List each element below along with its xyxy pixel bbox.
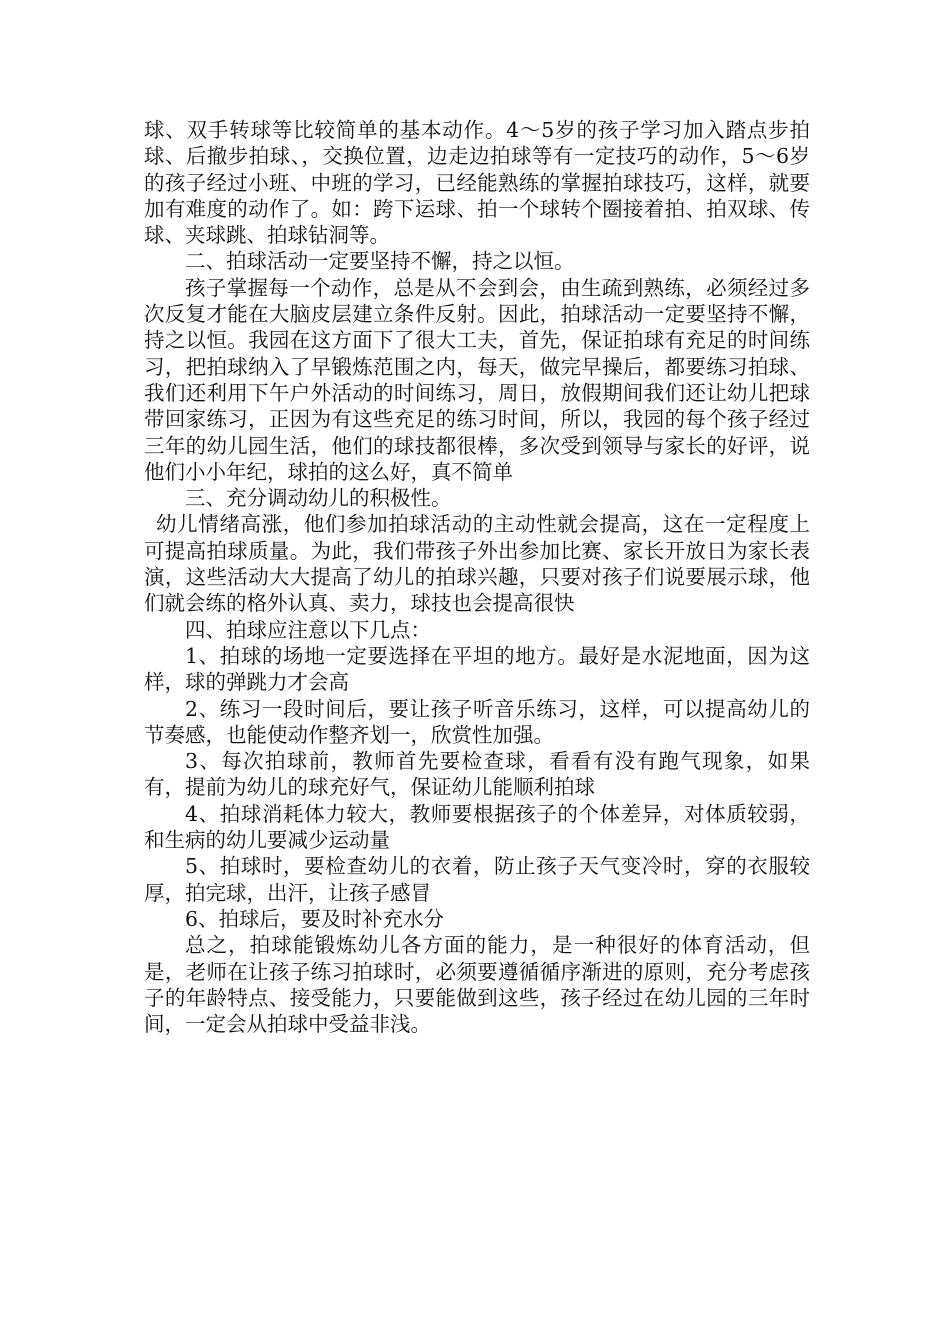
note-item-1: 1、拍球的场地一定要选择在平坦的地方。最好是水泥地面，因为这样，球的弹跳力才会高 — [144, 643, 810, 695]
heading-persistence: 二、拍球活动一定要坚持不懈，持之以恒。 — [185, 249, 575, 274]
paragraph-continued-basic-actions: 球、双手转球等比较简单的基本动作。4～5岁的孩子学习加入踏点步拍球、后撤步拍球、，交换位置，边走边拍球等有一定技巧的动作，5～6岁的孩子经过小班、中班的学习，已经能熟练的掌握拍球技巧，这样，就要加有难度的动作了。如：跨下运球、拍一个球转个圈接着拍、拍双球、传球、夹球跳、拍球钻洞等。 — [144, 118, 810, 248]
paragraph-persistence: 孩子掌握每一个动作，总是从不会到会，由生疏到熟练，必须经过多次反复才能在大脑皮层建立条件反射。因此，拍球活动一定要坚持不懈，持之以恒。我园在这方面下了很大工夫，首先，保证拍球有充足的时间练习，把拍球纳入了早锻炼范围之内，每天，做完早操后，都要练习拍球、我们还利用下午户外活动的时间练习，周日，放假期间我们还让幼儿把球带回家练习，正因为有这些充足的练习时间，所以，我园的每个孩子经过三年的幼儿园生活，他们的球技都很棒，多次受到领导与家长的好评，说他们小小年纪，球拍的这么好，真不简单 — [144, 275, 810, 484]
paragraph-conclusion: 总之，拍球能锻炼幼儿各方面的能力，是一种很好的体育活动，但是，老师在让孩子练习拍球时，必须要遵循循序渐进的原则，充分考虑孩子的年龄特点、接受能力，只要能做到这些，孩子经过在幼儿园的三年时间，一定会从拍球中受益非浅。 — [144, 933, 810, 1037]
note-item-4: 4、拍球消耗体力较大，教师要根据孩子的个体差异，对体质较弱，和生病的幼儿要减少运动量 — [144, 801, 810, 853]
note-item-2: 2、练习一段时间后，要让孩子听音乐练习，这样，可以提高幼儿的节奏感，也能使动作整齐划一，欣赏性加强。 — [144, 696, 810, 747]
document-body — [144, 117, 810, 1037]
note-item-5: 5、拍球时，要检查幼儿的衣着，防止孩子天气变冷时，穿的衣服较厚，拍完球，出汗，让孩子感冒 — [144, 854, 810, 905]
note-item-6: 6、拍球后，要及时补充水分 — [185, 906, 445, 931]
paragraph-motivation: 幼儿情绪高涨，他们参加拍球活动的主动性就会提高，这在一定程度上可提高拍球质量。为此，我们带孩子外出参加比赛、家长开放日为家长表演，这些活动大大提高了幼儿的拍球兴趣，只要对孩子们说要展示球，他们就会练的格外认真、卖力，球技也会提高很快 — [144, 512, 810, 616]
heading-notes: 四、拍球应注意以下几点： — [185, 617, 431, 642]
note-item-3: 3、每次拍球前，教师首先要检查球，看看有没有跑气现象，如果有，提前为幼儿的球充好气，保证幼儿能顺利拍球 — [144, 749, 810, 800]
heading-motivation: 三、充分调动幼儿的积极性。 — [185, 486, 452, 511]
